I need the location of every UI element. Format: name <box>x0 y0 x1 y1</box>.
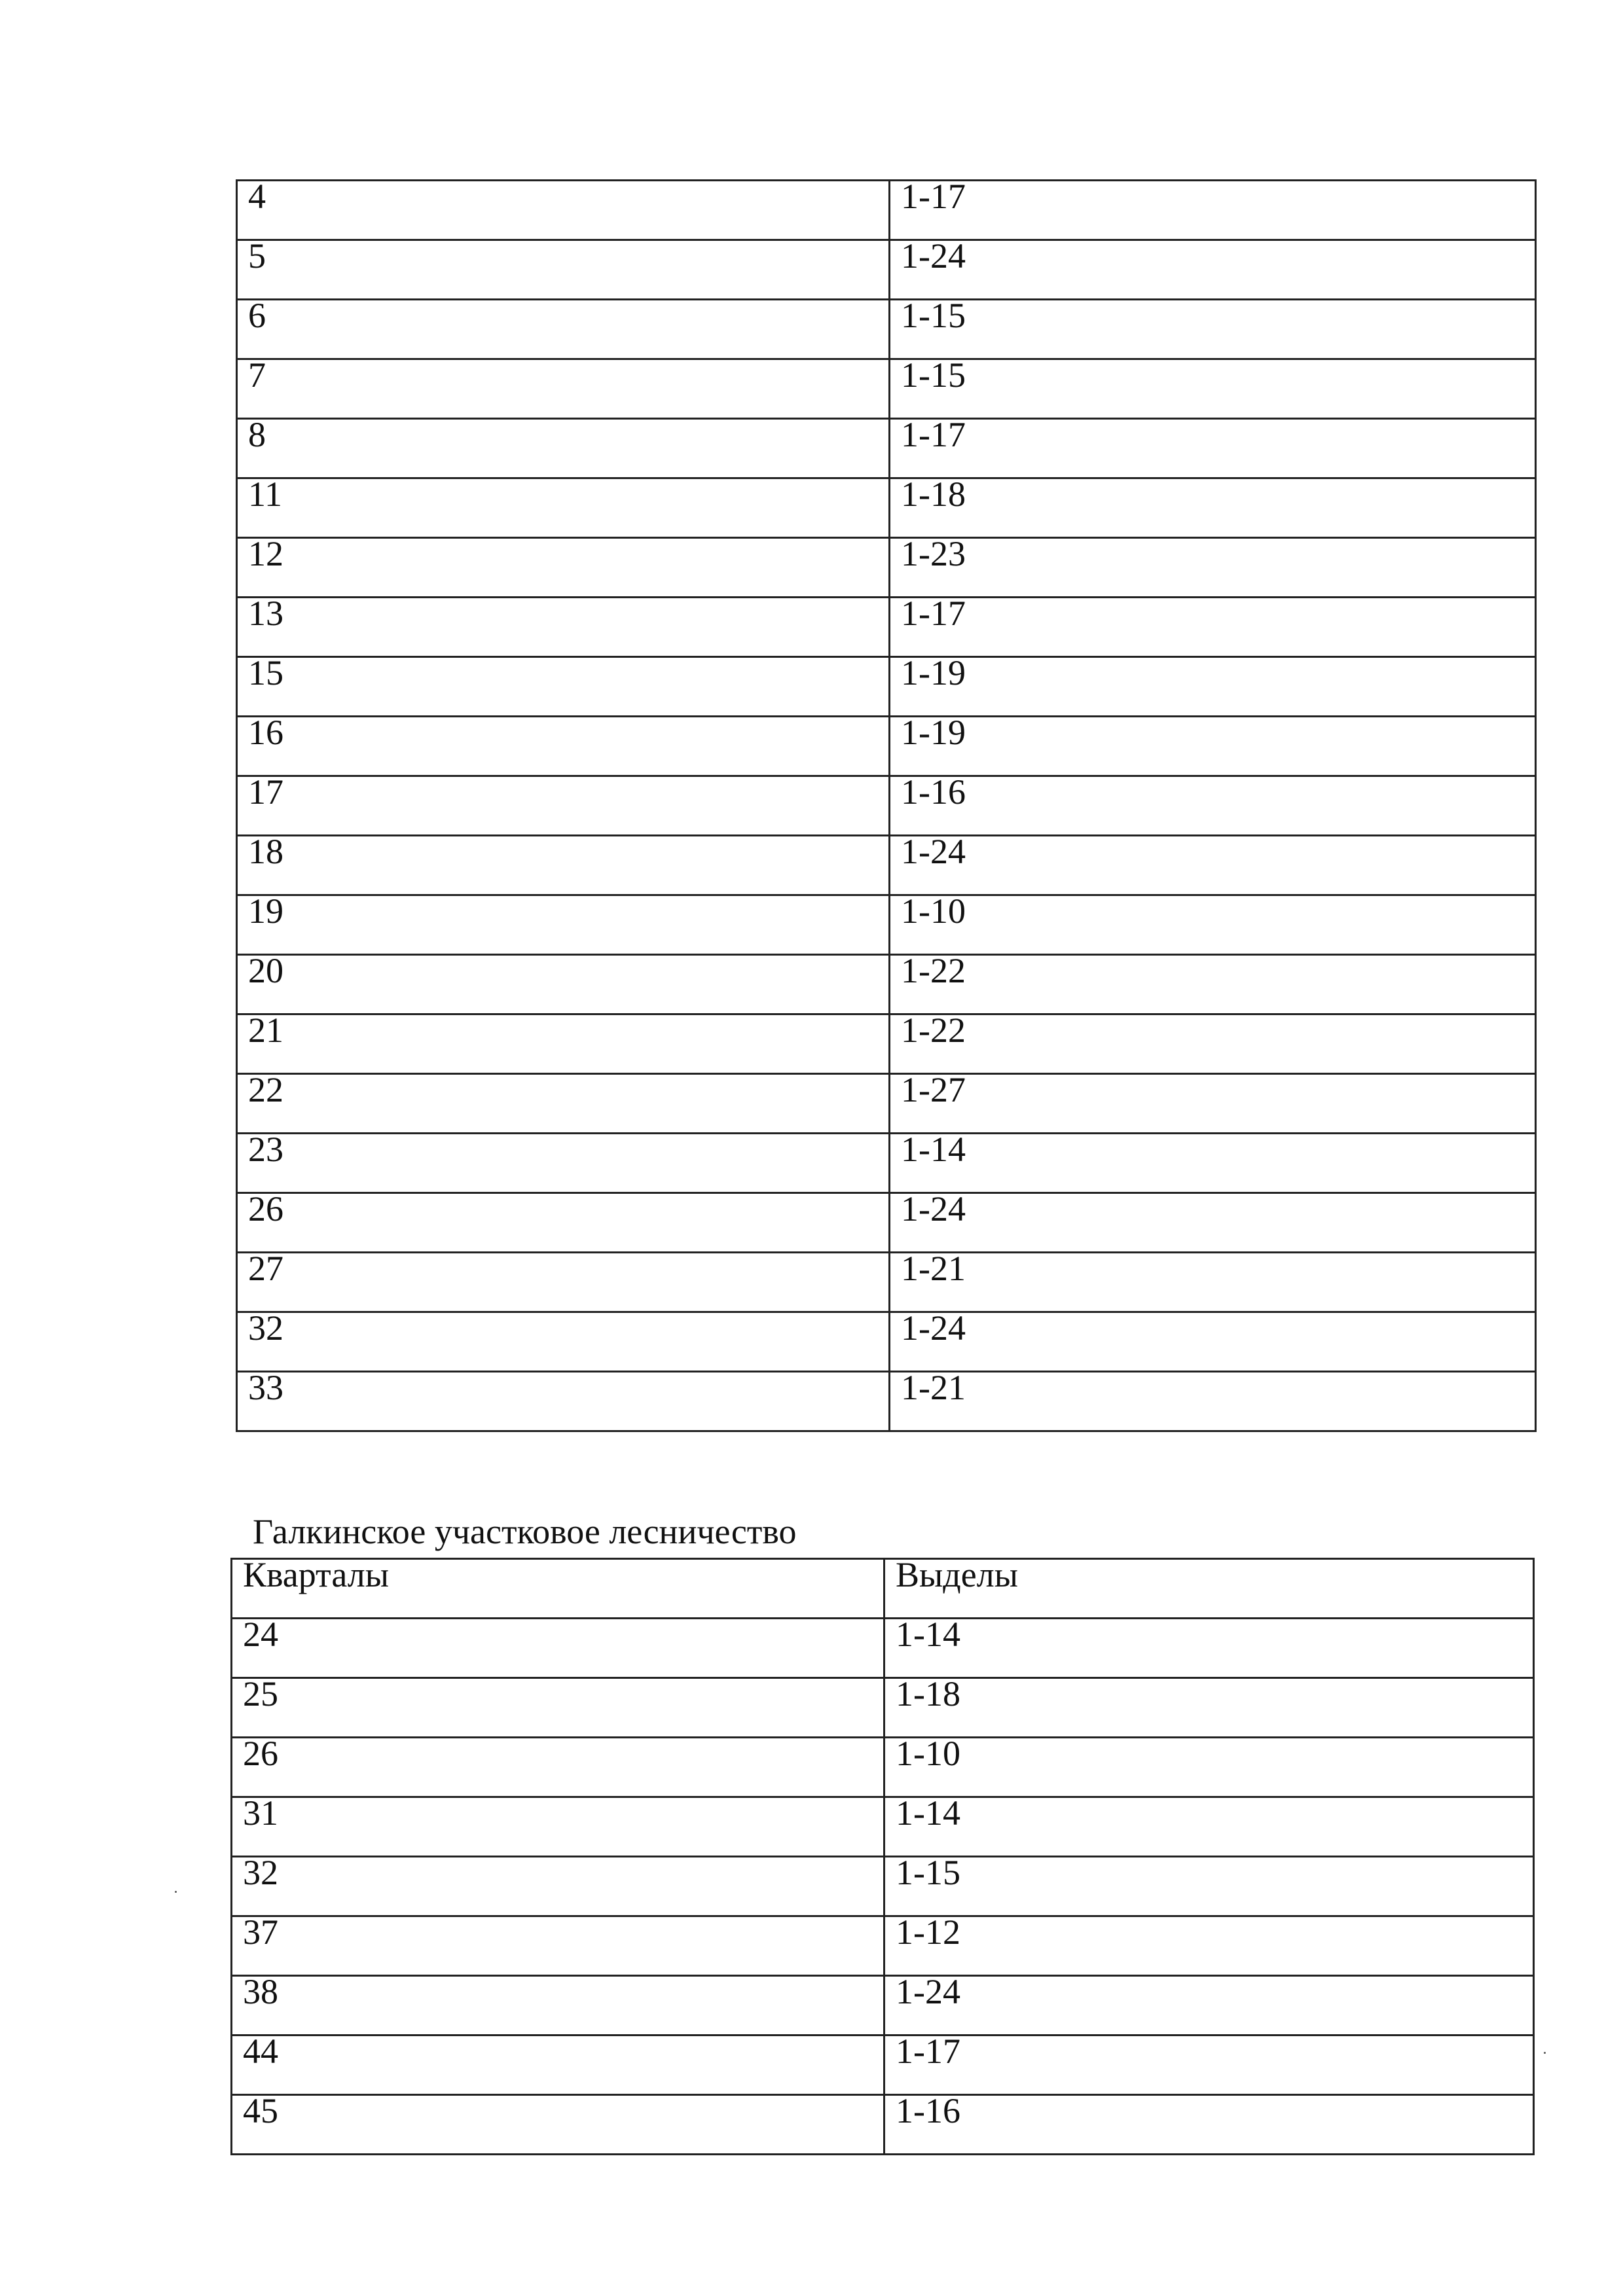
table-row <box>237 776 1536 836</box>
plots-cell: 1-17 <box>884 2036 1534 2095</box>
plots-cell: 1-24 <box>884 1976 1534 2036</box>
table-row <box>232 1976 1534 2036</box>
table-row <box>237 895 1536 955</box>
plots-cell: 1-19 <box>890 717 1536 776</box>
quarter-cell: 26 <box>237 1193 890 1253</box>
plots-cell: 1-14 <box>884 1619 1534 1678</box>
plots-cell: 1-21 <box>890 1253 1536 1312</box>
plots-cell: 1-17 <box>890 598 1536 657</box>
plots-cell: 1-24 <box>890 240 1536 300</box>
galkino-forestry-table <box>230 1558 1535 2155</box>
quarter-cell: 6 <box>237 300 890 359</box>
table-header <box>232 1559 1534 1619</box>
quarter-cell: 17 <box>237 776 890 836</box>
plots-cell: 1-23 <box>890 538 1536 598</box>
plots-cell: 1-17 <box>890 419 1536 478</box>
quarter-cell: 31 <box>232 1797 884 1857</box>
quarter-cell: 11 <box>237 478 890 538</box>
table-row <box>237 300 1536 359</box>
plots-cell: 1-14 <box>884 1797 1534 1857</box>
table-row <box>237 657 1536 717</box>
quarter-cell: 23 <box>237 1134 890 1193</box>
plots-cell: 1-14 <box>890 1134 1536 1193</box>
quarter-cell: 27 <box>237 1253 890 1312</box>
table-row <box>237 1014 1536 1074</box>
table-body <box>237 181 1536 1431</box>
quarter-cell: 32 <box>232 1857 884 1916</box>
plots-cell: 1-17 <box>890 181 1536 240</box>
table-row <box>237 240 1536 300</box>
table-row <box>237 1134 1536 1193</box>
plots-cell: 1-16 <box>884 2095 1534 2155</box>
plots-cell: 1-19 <box>890 657 1536 717</box>
table-row <box>232 1619 1534 1678</box>
table-row <box>237 359 1536 419</box>
scan-speck <box>1544 2052 1546 2054</box>
plots-cell: 1-15 <box>890 300 1536 359</box>
plots-cell: 1-18 <box>890 478 1536 538</box>
table-row <box>237 717 1536 776</box>
quarter-cell: 44 <box>232 2036 884 2095</box>
quarter-cell: 38 <box>232 1976 884 2036</box>
plots-cell: 1-24 <box>890 836 1536 895</box>
section-title: Галкинское участковое лесничество <box>253 1512 797 1551</box>
table-row <box>237 1193 1536 1253</box>
table-row <box>237 419 1536 478</box>
table-row <box>232 2036 1534 2095</box>
table-row <box>232 1738 1534 1797</box>
table-row <box>232 2095 1534 2155</box>
column-header-plots: Выделы <box>884 1559 1534 1619</box>
table-row <box>237 181 1536 240</box>
quarter-cell: 7 <box>237 359 890 419</box>
table-row <box>237 836 1536 895</box>
quarter-cell: 20 <box>237 955 890 1014</box>
plots-cell: 1-22 <box>890 955 1536 1014</box>
plots-cell: 1-10 <box>890 895 1536 955</box>
quarter-cell: 15 <box>237 657 890 717</box>
plots-cell: 1-10 <box>884 1738 1534 1797</box>
quarter-cell: 18 <box>237 836 890 895</box>
table-row <box>237 955 1536 1014</box>
table-row <box>232 1916 1534 1976</box>
plots-cell: 1-27 <box>890 1074 1536 1134</box>
quarter-cell: 33 <box>237 1372 890 1431</box>
quarter-cell: 13 <box>237 598 890 657</box>
plots-cell: 1-24 <box>890 1193 1536 1253</box>
quarter-cell: 45 <box>232 2095 884 2155</box>
quarter-cell: 4 <box>237 181 890 240</box>
plots-cell: 1-16 <box>890 776 1536 836</box>
quarter-cell: 24 <box>232 1619 884 1678</box>
quarter-cell: 5 <box>237 240 890 300</box>
plots-cell: 1-21 <box>890 1372 1536 1431</box>
table-body <box>232 1619 1534 2155</box>
quarter-cell: 37 <box>232 1916 884 1976</box>
table-row <box>237 538 1536 598</box>
header-row <box>232 1559 1534 1619</box>
quarter-cell: 12 <box>237 538 890 598</box>
quarter-cell: 26 <box>232 1738 884 1797</box>
table-row <box>237 1253 1536 1312</box>
quarter-cell: 19 <box>237 895 890 955</box>
plots-cell: 1-15 <box>884 1857 1534 1916</box>
quarter-cell: 8 <box>237 419 890 478</box>
quarter-cell: 16 <box>237 717 890 776</box>
plots-cell: 1-24 <box>890 1312 1536 1372</box>
plots-cell: 1-18 <box>884 1678 1534 1738</box>
table-row <box>237 1312 1536 1372</box>
table-row <box>237 478 1536 538</box>
quarter-cell: 21 <box>237 1014 890 1074</box>
plots-cell: 1-12 <box>884 1916 1534 1976</box>
quarter-cell: 22 <box>237 1074 890 1134</box>
table-row <box>237 1074 1536 1134</box>
column-header-quarters: Кварталы <box>232 1559 884 1619</box>
quarter-cell: 25 <box>232 1678 884 1738</box>
table-row <box>232 1678 1534 1738</box>
table-row <box>237 1372 1536 1431</box>
table-row <box>237 598 1536 657</box>
plots-cell: 1-15 <box>890 359 1536 419</box>
quarter-cell: 32 <box>237 1312 890 1372</box>
plots-cell: 1-22 <box>890 1014 1536 1074</box>
table-row <box>232 1797 1534 1857</box>
scan-speck <box>175 1891 177 1893</box>
quarters-table-continued <box>236 179 1537 1432</box>
table-row <box>232 1857 1534 1916</box>
